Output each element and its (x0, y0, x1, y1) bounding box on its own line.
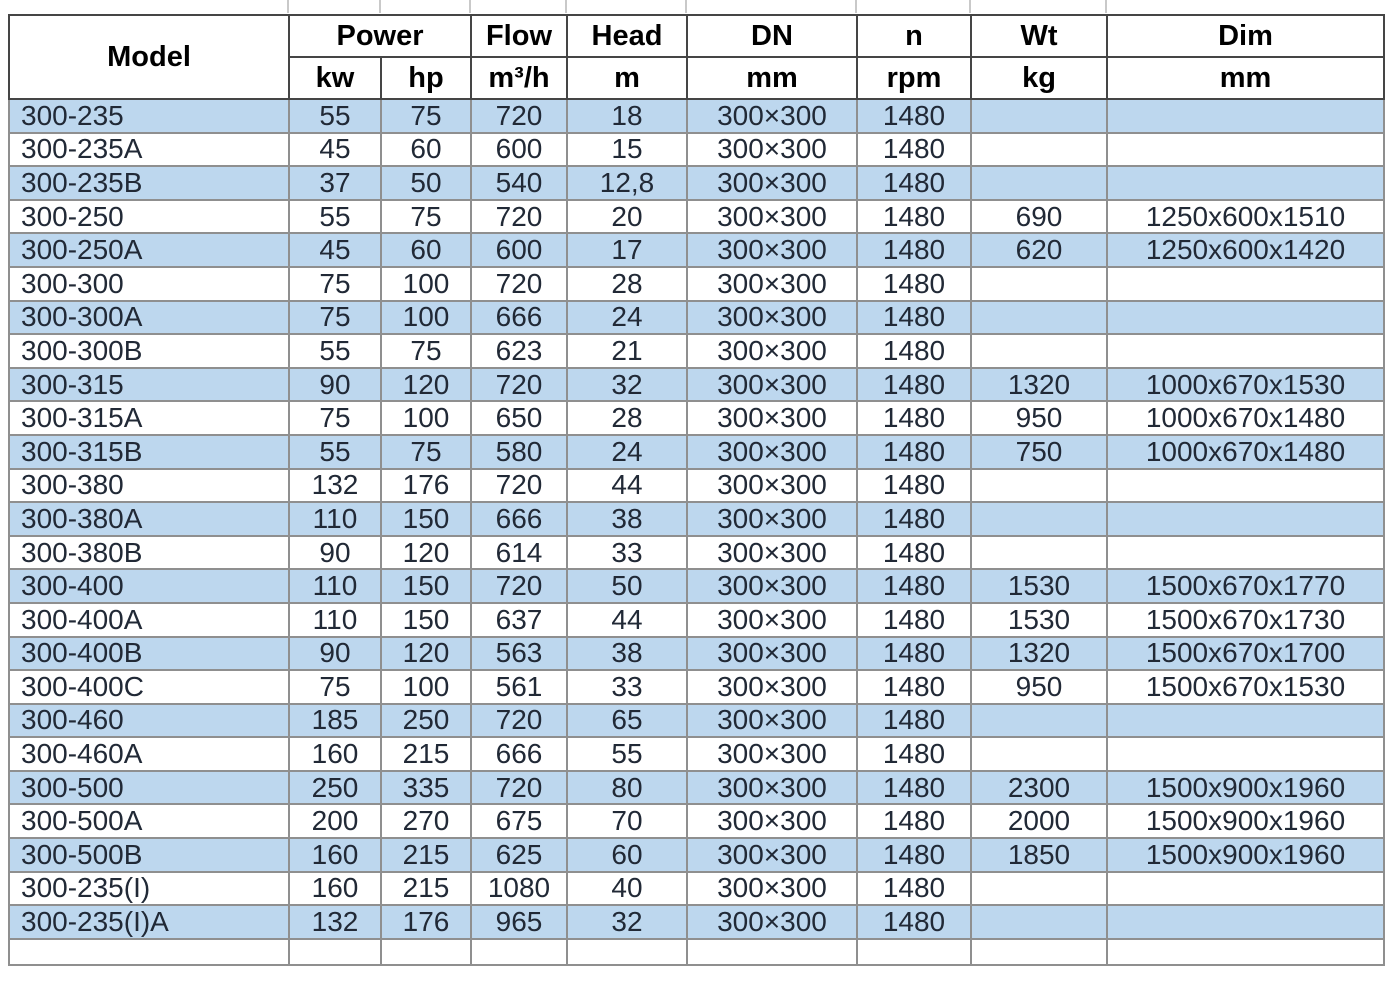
value-cell: 185 (289, 704, 381, 738)
value-cell: 637 (471, 603, 567, 637)
model-cell: 300-300B (9, 334, 289, 368)
table-row (9, 435, 1384, 469)
value-cell: 1500x900x1960 (1107, 804, 1384, 838)
table-row (9, 536, 1384, 570)
table-row (9, 704, 1384, 738)
value-cell: 24 (567, 301, 687, 335)
table-header (9, 15, 1384, 99)
value-cell (1107, 872, 1384, 906)
model-cell: 300-380A (9, 502, 289, 536)
value-cell: 300×300 (687, 200, 857, 234)
value-cell: 2000 (971, 804, 1107, 838)
empty-cell (857, 939, 971, 965)
value-cell: 60 (567, 838, 687, 872)
value-cell: 100 (381, 301, 471, 335)
value-cell (971, 301, 1107, 335)
value-cell: 750 (971, 435, 1107, 469)
value-cell: 300×300 (687, 301, 857, 335)
unit-header-wt: kg (971, 57, 1107, 99)
value-cell: 215 (381, 737, 471, 771)
table-row (9, 737, 1384, 771)
value-cell: 1320 (971, 368, 1107, 402)
table-row (9, 838, 1384, 872)
value-cell: 37 (289, 166, 381, 200)
value-cell: 1480 (857, 502, 971, 536)
empty-cell (1107, 939, 1384, 965)
value-cell: 666 (471, 301, 567, 335)
table-row (9, 872, 1384, 906)
value-cell: 300×300 (687, 469, 857, 503)
value-cell (1107, 469, 1384, 503)
table-row (9, 670, 1384, 704)
value-cell: 1480 (857, 771, 971, 805)
value-cell: 28 (567, 267, 687, 301)
value-cell: 600 (471, 133, 567, 167)
value-cell (1107, 301, 1384, 335)
value-cell: 1480 (857, 536, 971, 570)
model-cell: 300-500B (9, 838, 289, 872)
model-cell: 300-235B (9, 166, 289, 200)
value-cell: 950 (971, 670, 1107, 704)
value-cell: 1480 (857, 905, 971, 939)
cropped-row-artifact-top (379, 0, 381, 13)
col-header-head: Head (567, 15, 687, 57)
value-cell: 50 (381, 166, 471, 200)
value-cell (971, 133, 1107, 167)
value-cell: 1500x670x1730 (1107, 603, 1384, 637)
value-cell: 666 (471, 737, 567, 771)
model-cell: 300-235(I) (9, 872, 289, 906)
value-cell: 1500x670x1700 (1107, 637, 1384, 671)
cropped-row-artifact-bottom (9, 939, 1384, 965)
value-cell: 90 (289, 536, 381, 570)
value-cell: 720 (471, 569, 567, 603)
table-row (9, 569, 1384, 603)
value-cell: 33 (567, 670, 687, 704)
value-cell: 300×300 (687, 905, 857, 939)
value-cell: 100 (381, 670, 471, 704)
value-cell: 300×300 (687, 99, 857, 133)
value-cell: 200 (289, 804, 381, 838)
cropped-row-artifact-top (1105, 0, 1107, 13)
value-cell: 1320 (971, 637, 1107, 671)
value-cell: 1480 (857, 99, 971, 133)
value-cell: 335 (381, 771, 471, 805)
model-cell: 300-460 (9, 704, 289, 738)
value-cell: 1480 (857, 872, 971, 906)
value-cell: 1530 (971, 603, 1107, 637)
model-cell: 300-250 (9, 200, 289, 234)
model-cell: 300-500A (9, 804, 289, 838)
table-row (9, 233, 1384, 267)
table-row (9, 368, 1384, 402)
value-cell: 1480 (857, 133, 971, 167)
unit-header-flow: m³/h (471, 57, 567, 99)
value-cell (971, 267, 1107, 301)
value-cell: 75 (381, 200, 471, 234)
value-cell: 90 (289, 368, 381, 402)
model-cell: 300-315B (9, 435, 289, 469)
value-cell: 176 (381, 905, 471, 939)
value-cell: 300×300 (687, 267, 857, 301)
unit-header-n: rpm (857, 57, 971, 99)
value-cell: 60 (381, 233, 471, 267)
value-cell: 215 (381, 838, 471, 872)
empty-cell (971, 939, 1107, 965)
value-cell: 160 (289, 872, 381, 906)
model-cell: 300-300A (9, 301, 289, 335)
value-cell: 120 (381, 637, 471, 671)
table-row (9, 469, 1384, 503)
value-cell: 1530 (971, 569, 1107, 603)
model-cell: 300-250A (9, 233, 289, 267)
value-cell (1107, 737, 1384, 771)
value-cell: 80 (567, 771, 687, 805)
value-cell (1107, 166, 1384, 200)
value-cell: 18 (567, 99, 687, 133)
value-cell: 150 (381, 569, 471, 603)
col-header-wt: Wt (971, 15, 1107, 57)
value-cell: 20 (567, 200, 687, 234)
table-row (9, 637, 1384, 671)
value-cell: 132 (289, 469, 381, 503)
value-cell: 1480 (857, 569, 971, 603)
value-cell (1107, 905, 1384, 939)
value-cell: 620 (971, 233, 1107, 267)
cropped-row-artifact-top (685, 0, 687, 13)
table-row (9, 804, 1384, 838)
value-cell: 650 (471, 401, 567, 435)
value-cell: 90 (289, 637, 381, 671)
value-cell: 44 (567, 603, 687, 637)
model-cell: 300-315 (9, 368, 289, 402)
value-cell (1107, 704, 1384, 738)
model-cell: 300-460A (9, 737, 289, 771)
value-cell: 150 (381, 603, 471, 637)
value-cell: 563 (471, 637, 567, 671)
value-cell (1107, 99, 1384, 133)
value-cell (971, 166, 1107, 200)
value-cell: 1480 (857, 368, 971, 402)
table-container (8, 14, 1385, 1000)
model-cell: 300-300 (9, 267, 289, 301)
value-cell: 75 (381, 435, 471, 469)
value-cell: 75 (289, 401, 381, 435)
model-cell: 300-400A (9, 603, 289, 637)
value-cell: 300×300 (687, 603, 857, 637)
value-cell: 965 (471, 905, 567, 939)
value-cell: 300×300 (687, 401, 857, 435)
empty-cell (381, 939, 471, 965)
table-row (9, 301, 1384, 335)
table-row (9, 133, 1384, 167)
value-cell (971, 737, 1107, 771)
value-cell: 110 (289, 502, 381, 536)
value-cell: 55 (289, 435, 381, 469)
value-cell: 132 (289, 905, 381, 939)
value-cell: 1480 (857, 267, 971, 301)
value-cell: 270 (381, 804, 471, 838)
value-cell: 675 (471, 804, 567, 838)
col-header-model: Model (9, 15, 289, 99)
empty-cell (687, 939, 857, 965)
table-row (9, 267, 1384, 301)
table-row (9, 401, 1384, 435)
col-header-dim: Dim (1107, 15, 1384, 57)
value-cell: 625 (471, 838, 567, 872)
value-cell (971, 99, 1107, 133)
value-cell: 1480 (857, 804, 971, 838)
value-cell: 720 (471, 99, 567, 133)
value-cell: 623 (471, 334, 567, 368)
value-cell: 300×300 (687, 502, 857, 536)
table-row (9, 771, 1384, 805)
value-cell: 250 (289, 771, 381, 805)
value-cell: 1250x600x1510 (1107, 200, 1384, 234)
value-cell: 1480 (857, 704, 971, 738)
value-cell: 75 (381, 334, 471, 368)
value-cell: 65 (567, 704, 687, 738)
value-cell: 1000x670x1530 (1107, 368, 1384, 402)
value-cell: 1480 (857, 838, 971, 872)
value-cell (971, 334, 1107, 368)
value-cell: 600 (471, 233, 567, 267)
value-cell: 1480 (857, 166, 971, 200)
model-cell: 300-235(I)A (9, 905, 289, 939)
value-cell: 720 (471, 771, 567, 805)
value-cell: 70 (567, 804, 687, 838)
value-cell: 720 (471, 368, 567, 402)
value-cell: 33 (567, 536, 687, 570)
value-cell: 75 (381, 99, 471, 133)
value-cell (1107, 267, 1384, 301)
value-cell: 75 (289, 301, 381, 335)
value-cell: 720 (471, 704, 567, 738)
model-cell: 300-235A (9, 133, 289, 167)
value-cell: 38 (567, 502, 687, 536)
model-cell: 300-400 (9, 569, 289, 603)
value-cell: 300×300 (687, 872, 857, 906)
value-cell: 300×300 (687, 536, 857, 570)
value-cell: 300×300 (687, 435, 857, 469)
unit-header-kw: kw (289, 57, 381, 99)
cropped-row-artifact-top (469, 0, 471, 13)
value-cell: 1480 (857, 469, 971, 503)
model-cell: 300-400C (9, 670, 289, 704)
empty-cell (471, 939, 567, 965)
value-cell: 24 (567, 435, 687, 469)
unit-header-hp: hp (381, 57, 471, 99)
value-cell: 44 (567, 469, 687, 503)
value-cell: 1250x600x1420 (1107, 233, 1384, 267)
model-cell: 300-400B (9, 637, 289, 671)
value-cell (1107, 334, 1384, 368)
value-cell: 215 (381, 872, 471, 906)
value-cell: 15 (567, 133, 687, 167)
value-cell: 1500x900x1960 (1107, 771, 1384, 805)
value-cell: 720 (471, 469, 567, 503)
value-cell: 300×300 (687, 804, 857, 838)
value-cell (971, 704, 1107, 738)
model-cell: 300-500 (9, 771, 289, 805)
value-cell: 1480 (857, 670, 971, 704)
value-cell (971, 536, 1107, 570)
value-cell: 12,8 (567, 166, 687, 200)
table-row (9, 334, 1384, 368)
empty-cell (9, 939, 289, 965)
value-cell: 32 (567, 905, 687, 939)
value-cell: 1480 (857, 200, 971, 234)
pump-spec-table (8, 14, 1385, 966)
value-cell: 690 (971, 200, 1107, 234)
model-cell: 300-380 (9, 469, 289, 503)
cropped-row-artifact-top (565, 0, 567, 13)
value-cell: 45 (289, 133, 381, 167)
value-cell: 75 (289, 267, 381, 301)
value-cell: 28 (567, 401, 687, 435)
value-cell: 300×300 (687, 838, 857, 872)
value-cell: 100 (381, 401, 471, 435)
table-row (9, 166, 1384, 200)
value-cell (971, 502, 1107, 536)
value-cell: 1500x900x1960 (1107, 838, 1384, 872)
value-cell: 1500x670x1530 (1107, 670, 1384, 704)
value-cell: 300×300 (687, 771, 857, 805)
value-cell: 1480 (857, 737, 971, 771)
value-cell: 300×300 (687, 334, 857, 368)
value-cell: 150 (381, 502, 471, 536)
value-cell: 300×300 (687, 233, 857, 267)
value-cell: 1480 (857, 401, 971, 435)
value-cell: 38 (567, 637, 687, 671)
value-cell (971, 469, 1107, 503)
value-cell: 720 (471, 267, 567, 301)
value-cell: 45 (289, 233, 381, 267)
value-cell: 1000x670x1480 (1107, 401, 1384, 435)
empty-cell (567, 939, 687, 965)
value-cell: 666 (471, 502, 567, 536)
value-cell: 300×300 (687, 166, 857, 200)
unit-header-head: m (567, 57, 687, 99)
value-cell: 1480 (857, 334, 971, 368)
value-cell: 55 (567, 737, 687, 771)
model-cell: 300-315A (9, 401, 289, 435)
value-cell: 561 (471, 670, 567, 704)
value-cell: 17 (567, 233, 687, 267)
unit-header-dim: mm (1107, 57, 1384, 99)
table-row (9, 200, 1384, 234)
value-cell: 50 (567, 569, 687, 603)
value-cell: 100 (381, 267, 471, 301)
col-header-n: n (857, 15, 971, 57)
value-cell: 160 (289, 838, 381, 872)
col-header-flow: Flow (471, 15, 567, 57)
value-cell: 300×300 (687, 670, 857, 704)
value-cell: 1480 (857, 435, 971, 469)
col-header-power: Power (289, 15, 471, 57)
model-cell: 300-380B (9, 536, 289, 570)
unit-header-dn: mm (687, 57, 857, 99)
value-cell: 720 (471, 200, 567, 234)
value-cell: 1000x670x1480 (1107, 435, 1384, 469)
value-cell (1107, 502, 1384, 536)
value-cell: 32 (567, 368, 687, 402)
value-cell: 300×300 (687, 368, 857, 402)
value-cell: 580 (471, 435, 567, 469)
value-cell: 60 (381, 133, 471, 167)
value-cell: 1080 (471, 872, 567, 906)
value-cell: 1500x670x1770 (1107, 569, 1384, 603)
value-cell (971, 905, 1107, 939)
value-cell: 540 (471, 166, 567, 200)
value-cell: 950 (971, 401, 1107, 435)
cropped-row-artifact-top (969, 0, 971, 13)
cropped-row-artifact-top (287, 0, 289, 13)
value-cell: 250 (381, 704, 471, 738)
value-cell: 1850 (971, 838, 1107, 872)
value-cell (971, 872, 1107, 906)
col-header-dn: DN (687, 15, 857, 57)
value-cell: 1480 (857, 301, 971, 335)
table-row (9, 603, 1384, 637)
value-cell: 110 (289, 603, 381, 637)
value-cell (1107, 133, 1384, 167)
value-cell: 55 (289, 200, 381, 234)
value-cell: 176 (381, 469, 471, 503)
value-cell: 1480 (857, 233, 971, 267)
value-cell: 75 (289, 670, 381, 704)
value-cell: 55 (289, 99, 381, 133)
value-cell: 300×300 (687, 637, 857, 671)
value-cell: 120 (381, 536, 471, 570)
model-cell: 300-235 (9, 99, 289, 133)
empty-cell (289, 939, 381, 965)
value-cell: 300×300 (687, 569, 857, 603)
table-row (9, 99, 1384, 133)
value-cell: 21 (567, 334, 687, 368)
value-cell: 1480 (857, 637, 971, 671)
value-cell: 120 (381, 368, 471, 402)
table-row (9, 905, 1384, 939)
value-cell: 300×300 (687, 133, 857, 167)
header-row-groups (9, 15, 1384, 57)
value-cell: 160 (289, 737, 381, 771)
value-cell: 614 (471, 536, 567, 570)
cropped-row-artifact-top (855, 0, 857, 13)
value-cell (1107, 536, 1384, 570)
table-body (9, 99, 1384, 965)
table-row (9, 502, 1384, 536)
value-cell: 300×300 (687, 737, 857, 771)
value-cell: 1480 (857, 603, 971, 637)
value-cell: 2300 (971, 771, 1107, 805)
value-cell: 110 (289, 569, 381, 603)
value-cell: 55 (289, 334, 381, 368)
value-cell: 40 (567, 872, 687, 906)
value-cell: 300×300 (687, 704, 857, 738)
